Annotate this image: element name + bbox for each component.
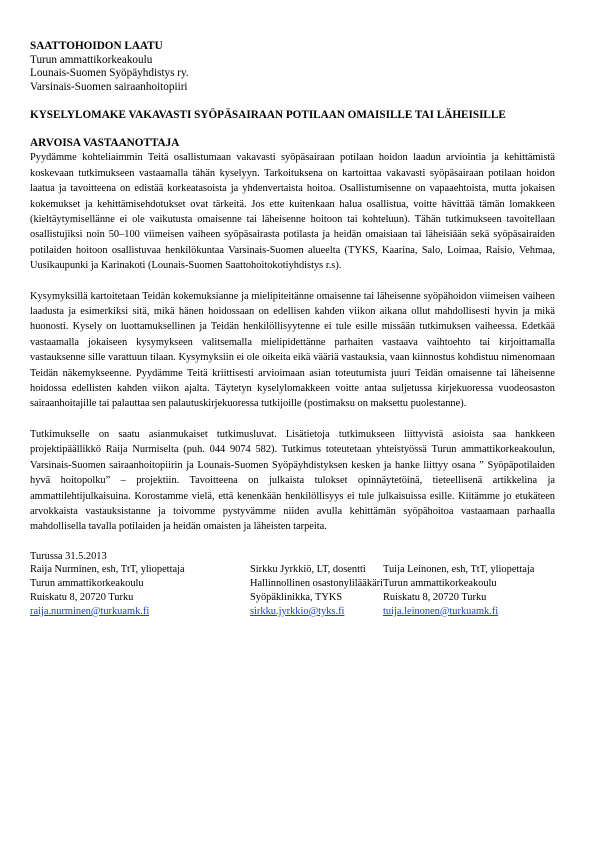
signatory-name: Raija Nurminen, esh, TtT, yliopettaja: [30, 564, 185, 576]
signatory-name: Sirkku Jyrkkiö, LT, dosentti: [250, 564, 366, 576]
body-paragraph: Tutkimukselle on saatu asianmukaiset tutkimusluvat. Lisätietoja tutkimukseen liittyvistä asioista saa hankkeen projektipäällikkö Raija Nurmiselta (puh. 044 9074 582). Tutkimus toteutetaan yhteistyössä Turun ammattikorkeakoulun, Varsinais-Suomen sairaanhoitopiirin ja Lounais-Suomen Syöpäyhdistyksen kesken ja hanke liittyy osana ” Syöpäpotilaiden hyvä hoitopolku” – projektiin. Tavoitteena on julkaista tulokset opinnäytetöinä, tieteellisenä artikkelina ja ammattilehtijulkaisuina. Korostamme vielä, että kenenkään henkilöllisyys ei tule julkaisuissa esille. Kiitämme jo etukäteen arvokkaista vastauksistanne ja toivomme pystyvämme niiden avulla kehittämän syöpähoitoa vastaamaan parhaalla mahdollisella tavalla potilaiden ja heidän omaisten ja läheisten tarpeita.: [30, 428, 555, 533]
signatory-address: Ruiskatu 8, 20720 Turku: [30, 591, 134, 603]
signatory-address: Syöpäklinikka, TYKS: [250, 591, 343, 603]
body-paragraph: Pyydämme kohteliaimmin Teitä osallistumaan vakavasti syöpäsairaan potilaan hoidon laadun arviointia ja kehittämistä koskevaan tutkimukseen vastaamalla tähän kyselyyn. Tarkoituksena on kartoittaa vakavasti syöpäsairaan potilaan hoidon laatua ja tavoitteena on edistää korkeatasoista ja yhdenvertaista hoitoa. Osallistumisenne on vapaaehtoista, mutta jokaisen kokemukset ja kehittämisehdotukset ovat tärkeitä. Jos ette kuitenkaan halua osallistua, voitte hävittää tämän lomakkeen (kieltäytymisellänne ei ole vaikutusta omaisenne tai läheisenne hoitoon tai kohteluun). Tähän tutkimukseen tavoitellaan osallistujiksi noin 50–100 viimeisen vaiheen syöpäsairasta potilasta ja heidän omaisiaan tai läheisiään sekä syöpäsairaiden potilaiden hoitoon osallistuvaa henkilökuntaa Varsinais-Suomen alueelta (TYKS, Kaarina, Salo, Loimaa, Raisio, Vehmaa, Uusikaupunki ja Karinakoti (Lounais-Suomen Saattohoitokotiyhdistys r.s).: [30, 152, 555, 272]
signatory-email-link[interactable]: sirkku.jyrkkio@tyks.fi: [250, 605, 345, 617]
greeting: ARVOISA VASTAANOTTAJA: [30, 137, 180, 150]
signature-block: [30, 563, 555, 618]
signature-date: Turussa 31.5.2013: [30, 550, 107, 562]
signatory-org: Hallinnollinen osastonylilääkäri: [250, 578, 384, 590]
organization-line: Varsinais-Suomen sairaanhoitopiiri: [30, 80, 188, 93]
project-title: SAATTOHOIDON LAATU: [30, 40, 163, 52]
signatory-address: Ruiskatu 8, 20720 Turku: [383, 591, 487, 603]
signatory-org: Turun ammattikorkeakoulu: [383, 578, 497, 590]
document-page: [30, 40, 555, 619]
organization-line: Lounais-Suomen Syöpäyhdistys ry.: [30, 67, 189, 80]
signatory: [250, 563, 383, 618]
signatory-name: Tuija Leinonen, esh, TtT, yliopettaja: [383, 564, 535, 576]
body-paragraph: Kysymyksillä kartoitetaan Teidän kokemuksianne ja mielipiteitänne omaisenne tai läheisenne syöpähoidon viimeisen vaiheen laadusta ja esimerkiksi sitä, mikä hänen hoidossaan on edellisen kahden viikon aikana ollut mahdollisesti hyvin ja mikä huonosti. Kysely on luottamuksellinen ja Teidän henkilöllisyytenne ei tule esille missään tutkimuksen vaiheessa. Edetkää vastaamalla jokaiseen kysymykseen valitsemalla mielipidettänne parhaiten vastaava vaihtoehto tai kirjoittamalla vastauksenne sille varattuun tilaan. Kysymyksiin ei ole oikeita eikä vääriä vastauksia, vaan kiinnostus kohdistuu nimenomaan Teidän näkemykseenne. Pyydämme Teitä kriittisesti arvioimaan asian toteutumista juuri Teidän omaisenne tai läheisenne hoidossa edellisten kahden viikon ajalta. Täytetyn kyselylomakkeen voitte antaa suljetussa kirjekuoressa vuodeosaston sairaanhoitajille tai palauttaa sen palautuskirjekuoressa tutkijoille (postimaksu on maksettu puolestanne).: [30, 290, 555, 410]
signatory-org: Turun ammattikorkeakoulu: [30, 578, 144, 590]
form-title: KYSELYLOMAKE VAKAVASTI SYÖPÄSAIRAAN POTILAAN OMAISILLE TAI LÄHEISILLE: [30, 109, 506, 122]
signatory: [383, 563, 555, 618]
letter-header: [30, 40, 555, 94]
organization-line: Turun ammattikorkeakoulu: [30, 53, 153, 66]
signatory: [30, 563, 250, 618]
signatory-email-link[interactable]: tuija.leinonen@turkuamk.fi: [383, 605, 499, 617]
signatory-email-link[interactable]: raija.nurminen@turkuamk.fi: [30, 605, 150, 617]
